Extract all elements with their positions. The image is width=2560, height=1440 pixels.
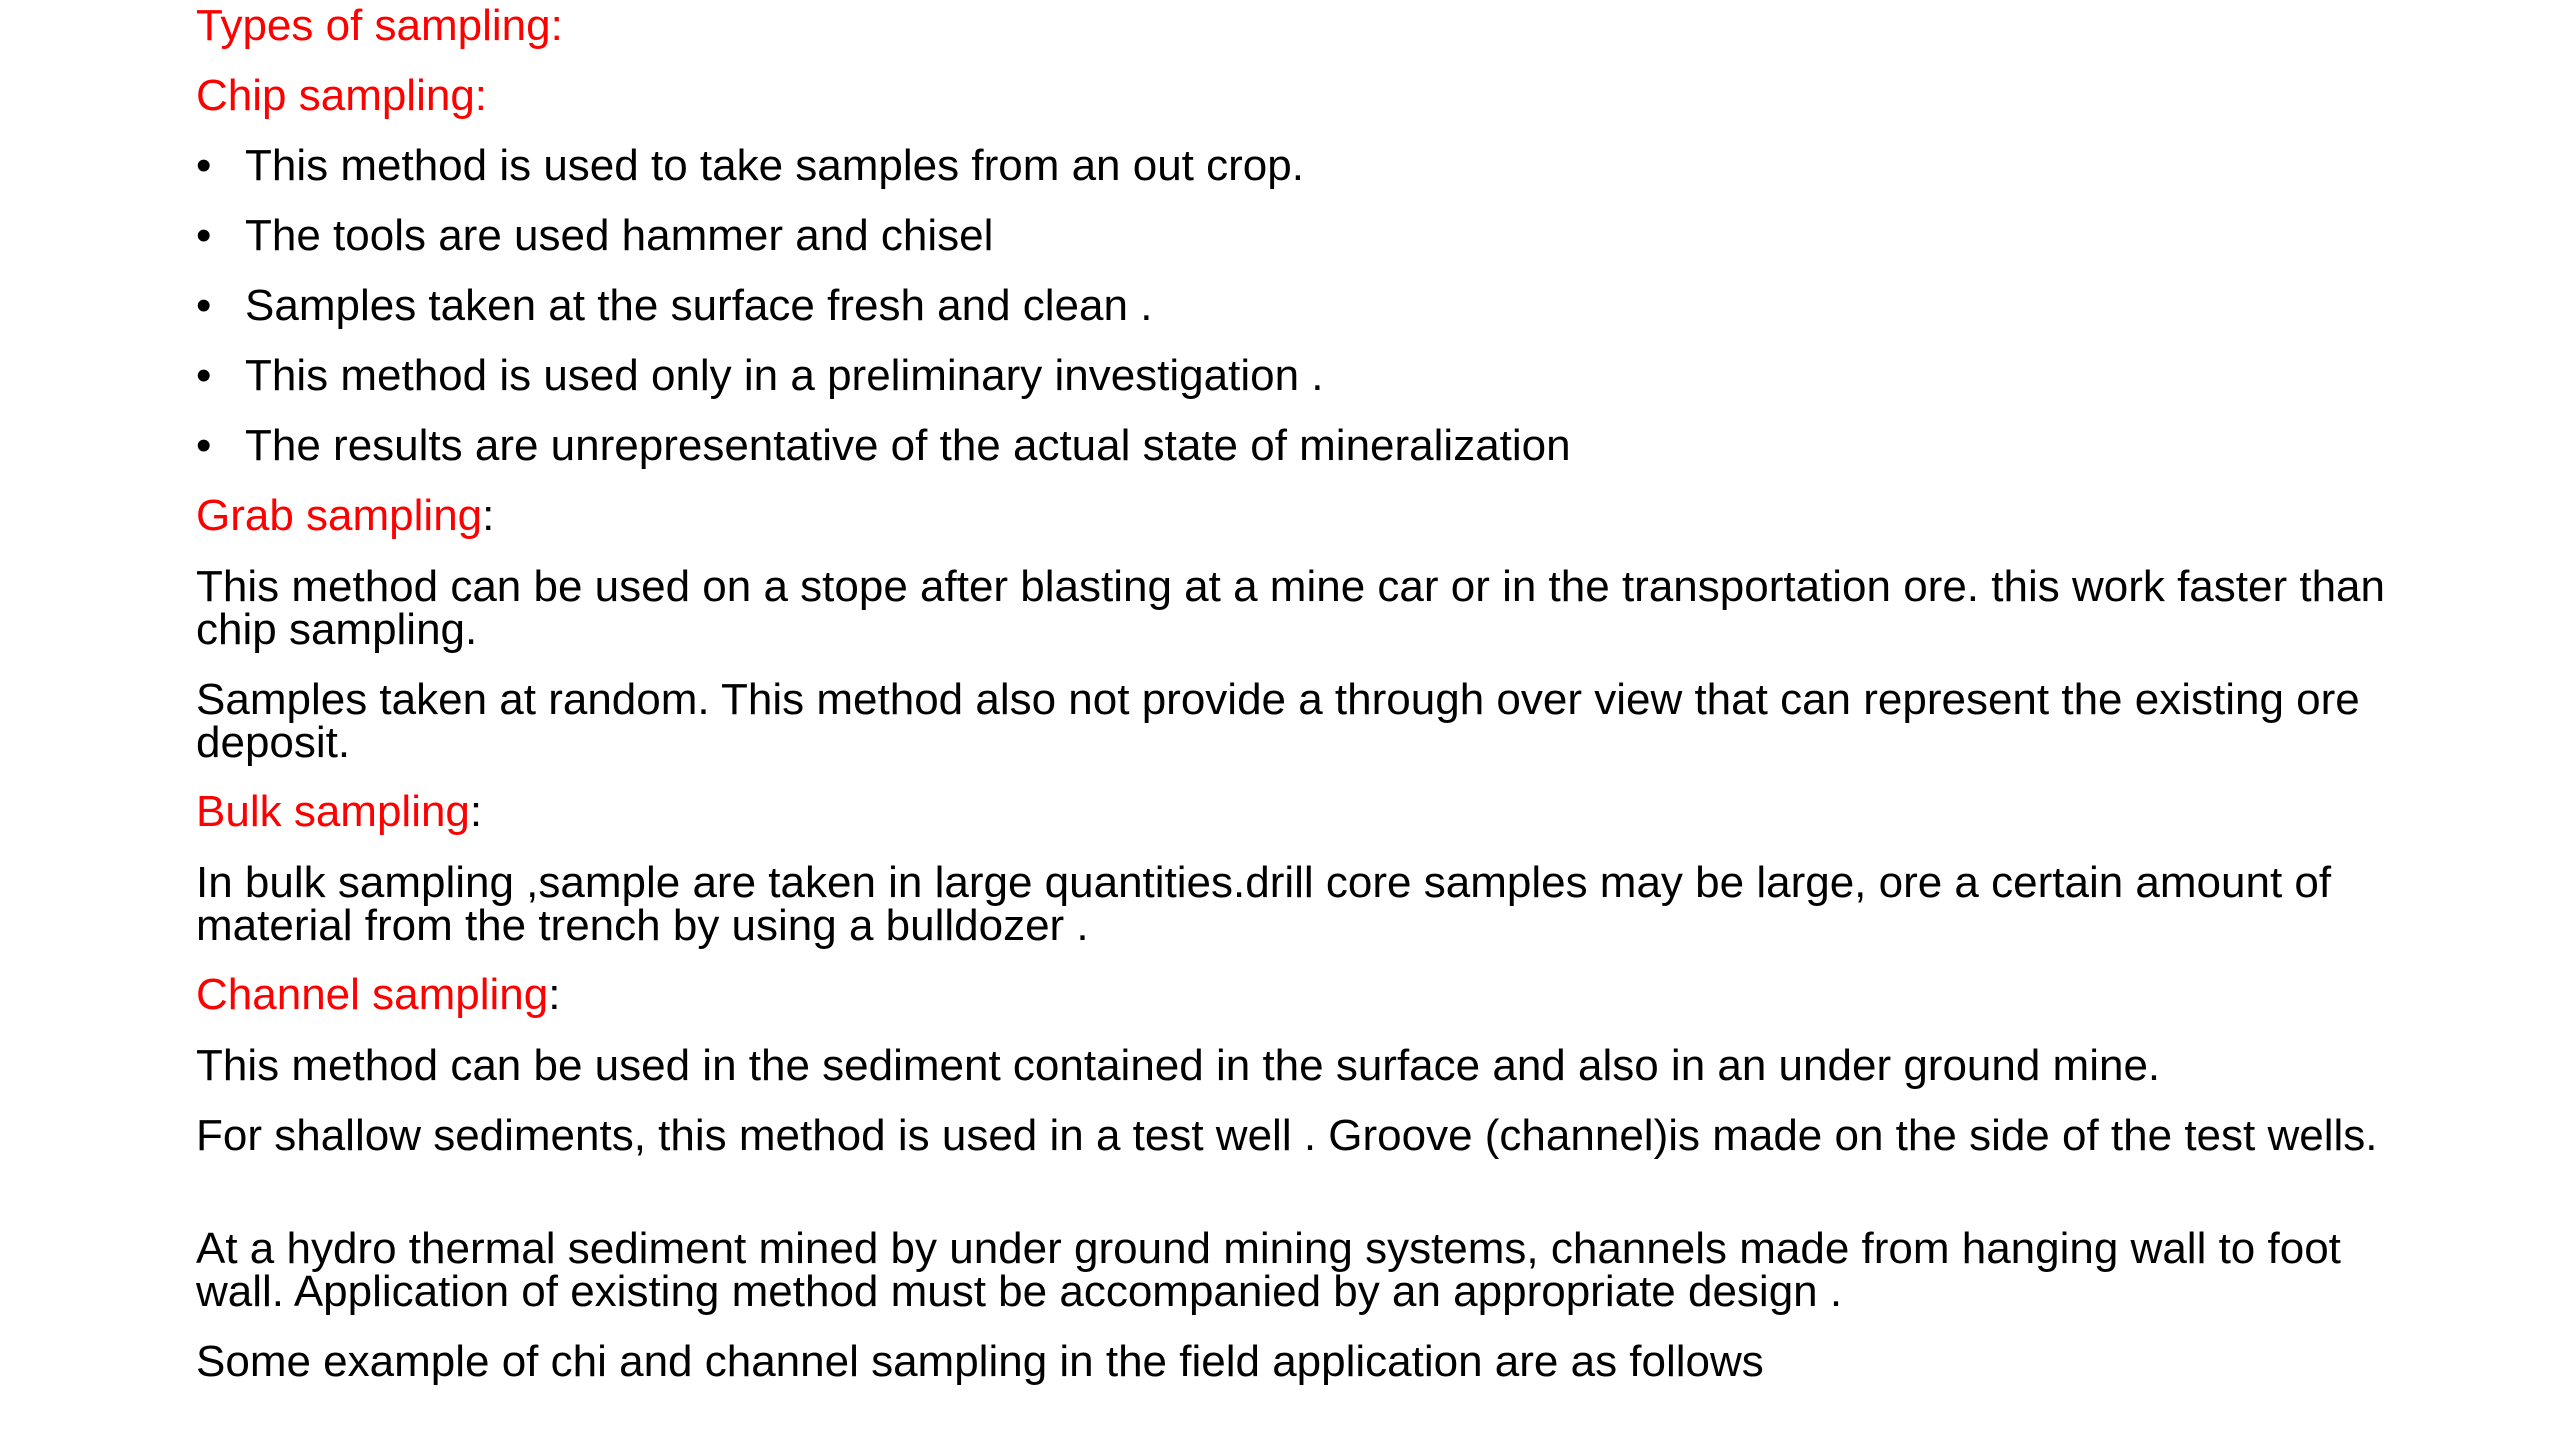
- channel-sampling-heading: [196, 971, 560, 1019]
- heading-colon: :: [482, 491, 495, 540]
- channel-paragraph: This method can be used in the sediment contained in the surface and also in an under ground mine.: [196, 1041, 2161, 1090]
- bulk-paragraph: In bulk sampling ,sample are taken in large quantities.drill core samples may be large, ore a certain amount of material from the trench by using a bulldozer .: [196, 858, 2332, 950]
- chip-bullet-text: Samples taken at the surface fresh and clean .: [245, 281, 1153, 330]
- bullet-icon: •: [196, 421, 212, 470]
- heading-colon: :: [469, 787, 483, 836]
- channel-sampling-label: Channel sampling: [196, 970, 549, 1019]
- page-title: Types of sampling:: [196, 1, 563, 50]
- chip-bullet-text: The tools are used hammer and chisel: [245, 211, 994, 260]
- slide-content: [196, 0, 2436, 1440]
- channel-paragraph: Some example of chi and channel sampling in the field application are as follows: [196, 1337, 1764, 1386]
- bulk-sampling-heading: [196, 788, 482, 836]
- grab-sampling-heading: [196, 492, 494, 540]
- chip-bullet-text: This method is used to take samples from an out crop.: [245, 141, 1304, 190]
- bullet-icon: •: [196, 141, 212, 190]
- channel-paragraph: For shallow sediments, this method is used in a test well . Groove (channel)is made on the side of the test wells.: [196, 1111, 2378, 1160]
- chip-bullet-text: The results are unrepresentative of the actual state of mineralization: [245, 421, 1571, 470]
- chip-sampling-heading: Chip sampling:: [196, 71, 488, 120]
- grab-sampling-label: Grab sampling: [196, 491, 483, 540]
- channel-paragraph: At a hydro thermal sediment mined by under ground mining systems, channels made from hanging wall to foot wall. Application of existing method must be accompanied by an appropriate design .: [196, 1224, 2341, 1316]
- grab-paragraph: This method can be used on a stope after blasting at a mine car or in the transportation ore. this work faster than chip sampling.: [196, 562, 2385, 654]
- bullet-icon: •: [196, 211, 212, 260]
- bullet-icon: •: [196, 281, 212, 330]
- bulk-sampling-label: Bulk sampling: [196, 787, 470, 836]
- heading-colon: :: [548, 970, 561, 1019]
- chip-bullet-text: This method is used only in a preliminary investigation .: [245, 351, 1324, 400]
- grab-paragraph: Samples taken at random. This method also not provide a through over view that can represent the existing ore deposit.: [196, 675, 2360, 767]
- bullet-icon: •: [196, 351, 212, 400]
